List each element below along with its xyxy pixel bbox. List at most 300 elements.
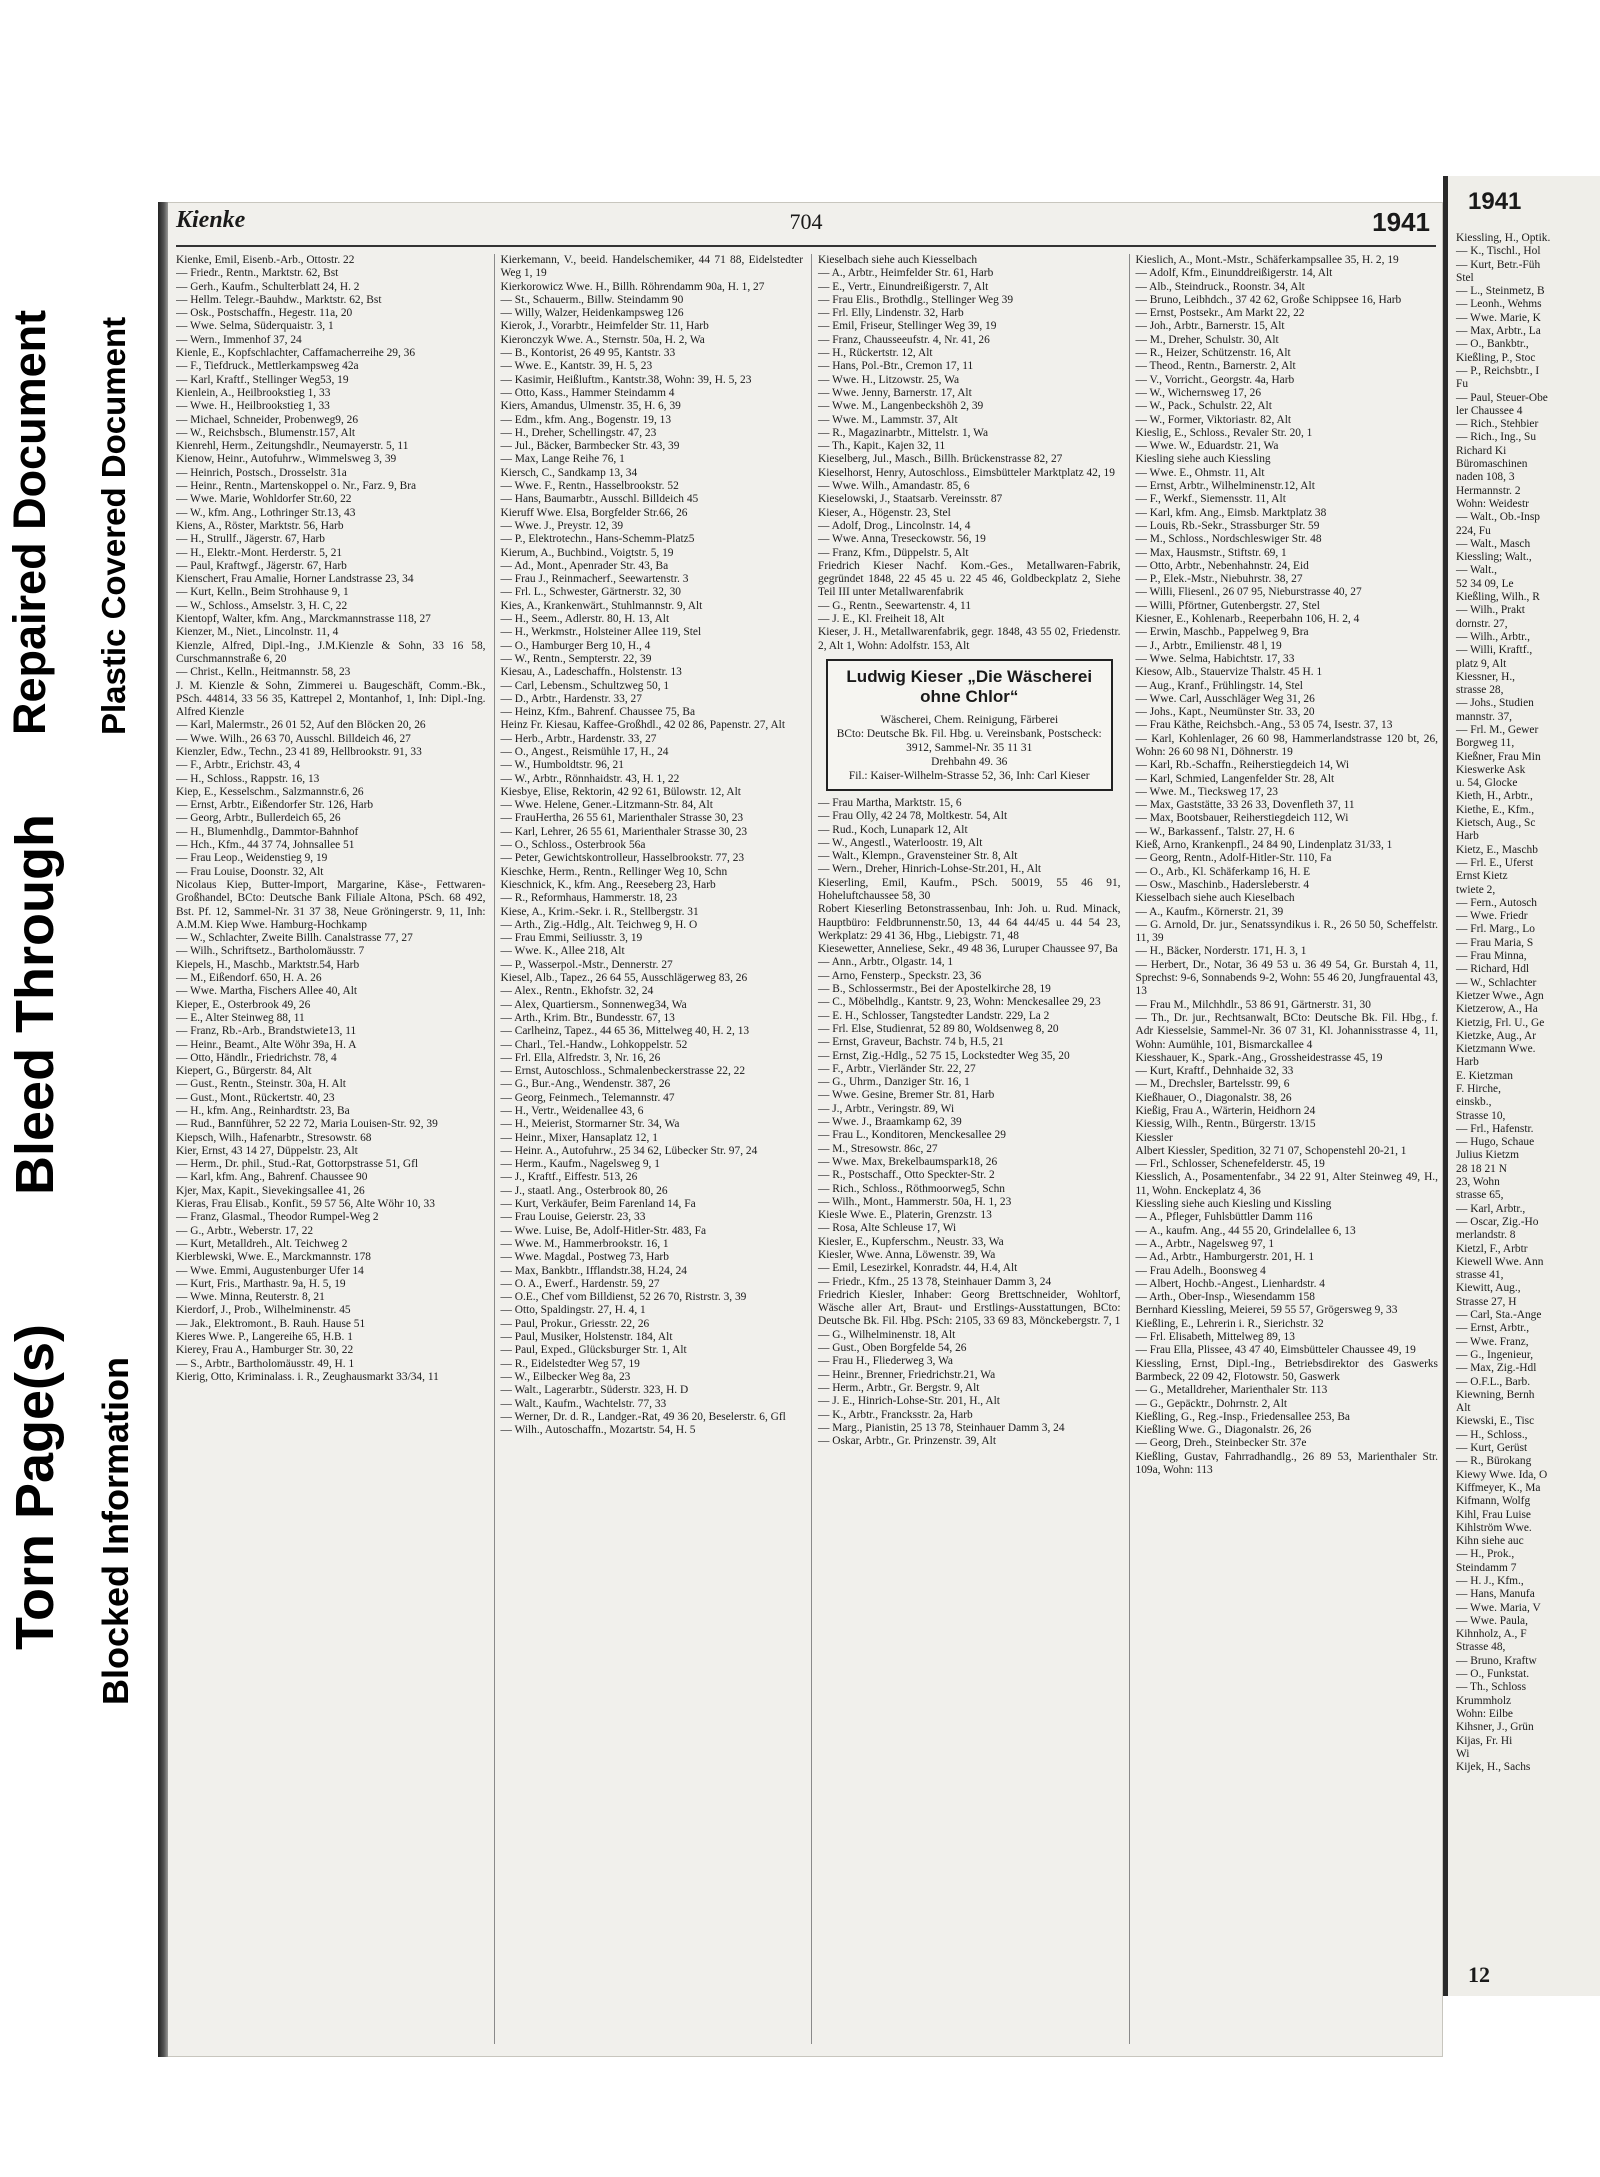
- adjacent-page-line: — O., Funkstat.: [1456, 1668, 1530, 1681]
- directory-entry: Kieschke, Herm., Rentn., Rellinger Weg 10, Schn: [500, 865, 728, 878]
- adjacent-page-line: — Frl., Hafenstr.: [1456, 1122, 1534, 1135]
- directory-entry: — Gust., Rentn., Steinstr. 30a, H. Alt: [176, 1078, 346, 1091]
- adjacent-page-line: Kijas, Fr. Hi: [1456, 1734, 1513, 1747]
- adjacent-page-line: — Hans, Manufa: [1456, 1588, 1535, 1601]
- adjacent-page-line: — O.F.L., Barb.: [1456, 1375, 1531, 1388]
- header-keyword: Kienke: [176, 207, 246, 233]
- adjacent-page-line: Büromaschinen: [1456, 458, 1528, 471]
- directory-entry: — G., Rentn., Seewartenstr. 4, 11: [818, 599, 972, 612]
- directory-entry: — W., Wichernsweg 17, 26: [1135, 386, 1262, 399]
- directory-entry: — Frau Adelh., Boonsweg 4: [1135, 1264, 1266, 1277]
- directory-entry: — Wwe. E., Kantstr. 39, H. 5, 23: [500, 360, 653, 373]
- adjacent-page-line: — Walt., Masch: [1456, 537, 1531, 550]
- directory-entry: — Herm., Arbtr., Gr. Bergstr. 9, Alt: [818, 1381, 980, 1394]
- directory-entry: — Paul, Musiker, Holstenstr. 184, Alt: [500, 1331, 673, 1344]
- directory-entry: Kierig, Otto, Kriminalass. i. R., Zeughausmarkt 33/34, 11: [176, 1370, 439, 1383]
- adjacent-page-line: 23, Wohn: [1456, 1176, 1500, 1189]
- adjacent-page-line: — Johs., Studien: [1456, 697, 1534, 710]
- adjacent-page-line: Fu: [1456, 378, 1469, 391]
- directory-entry: Kienzler, Edw., Techn., 23 41 89, Hellbrookstr. 91, 33: [176, 745, 422, 758]
- directory-entry: Kienow, Heinr., Autofuhrw., Wimmelsweg 3, 39: [176, 453, 397, 466]
- directory-entry: — Max, Lange Reihe 76, 1: [500, 453, 625, 466]
- directory-entry: — F., Arbtr., Vierländer Str. 22, 27: [818, 1062, 976, 1075]
- adjacent-page-line: Kijek, H., Sachs: [1456, 1761, 1531, 1774]
- directory-entry: Kiersch, C., Sandkamp 13, 34: [500, 466, 638, 479]
- adjacent-page-line: Wohn: Eilbe: [1456, 1707, 1513, 1720]
- directory-entry: — Ad., Mont., Apenrader Str. 43, Ba: [500, 559, 669, 572]
- directory-entry: — Friedr., Rentn., Marktstr. 62, Bst: [176, 267, 339, 280]
- adjacent-page-line: Kietzig, Frl. U., Ge: [1456, 1016, 1545, 1029]
- directory-entry: Kieselowski, J., Staatsarb. Vereinsstr. 87: [818, 493, 1003, 506]
- directory-entry: — Christ., Kelln., Heitmannstr. 58, 23: [176, 666, 351, 679]
- adjacent-page-line: — Karl, Arbtr.,: [1456, 1202, 1526, 1215]
- directory-entry: — O., Schloss., Osterbrook 56a: [500, 839, 646, 852]
- directory-entry: — W., kfm. Ang., Lothringer Str.13, 43: [176, 506, 356, 519]
- directory-entry: Kiesler, Wwe. Anna, Löwenstr. 39, Wa: [818, 1249, 996, 1261]
- directory-entry: — Bruno, Leibhdch., 37 42 62, Große Schippsee 16, Harb: [1135, 293, 1402, 306]
- directory-entry: — Georg, Arbtr., Bullerdeich 65, 26: [176, 812, 341, 825]
- adjacent-page-line: — Paul, Steuer-Obe: [1456, 391, 1548, 404]
- directory-entry: Kiens, A., Röster, Marktstr. 56, Harb: [176, 519, 344, 532]
- directory-entry: — H., Bäcker, Norderstr. 171, H. 3, 1: [1135, 945, 1307, 958]
- directory-entry: Kiesow, Alb., Stauervize Thalstr. 45 H. 1: [1135, 666, 1323, 679]
- adjacent-page-line: Ernst Kietz: [1456, 870, 1508, 883]
- directory-column-4: [1129, 254, 1439, 2044]
- directory-entry: — Otto, Händlr., Friedrichstr. 78, 4: [176, 1051, 337, 1064]
- directory-entry: — Frau Käthe, Reichsbch.-Ang., 53 05 74, Isestr. 37, 13: [1135, 719, 1393, 732]
- directory-entry: — W., Schlachter, Zweite Billh. Canalstrasse 77, 27: [176, 932, 413, 945]
- adjacent-page-line: — Fern., Autosch: [1456, 896, 1537, 909]
- directory-entry: — Paul, Exped., Glücksburger Str. 1, Alt: [500, 1344, 687, 1357]
- directory-entry: — Kasimir, Heißluftm., Kantstr.38, Wohn: 39, H. 5, 23: [500, 373, 752, 386]
- directory-entry: — W., Former, Viktoriastr. 82, Alt: [1135, 413, 1292, 426]
- directory-entry: — Frl. L., Schwester, Gärtnerstr. 32, 30: [500, 586, 681, 599]
- adjacent-page-line: — Kurt, Gerüst: [1456, 1442, 1528, 1455]
- directory-entry: — Karl, Lehrer, 26 55 61, Marienthaler Strasse 30, 23: [500, 825, 748, 838]
- adjacent-page-line: — Max, Arbtr., La: [1456, 325, 1541, 338]
- directory-entry: — Frau Ella, Plissee, 43 47 40, Eimsbütteler Chaussee 49, 19: [1135, 1344, 1416, 1357]
- directory-column-2: [494, 254, 804, 2044]
- directory-entry: Kieser, J. H., Metallwarenfabrik, gegr. 1848, 43 55 02, Friedenstr. 2, Alt 1, Wohn: Adolfstr. 153, Alt: [818, 626, 1121, 652]
- directory-entry: — Wwe. Carl, Ausschläger Weg 31, 26: [1135, 692, 1315, 705]
- directory-entry: — Jak., Elektromont., B. Rauh. Hause 51: [176, 1317, 366, 1330]
- directory-entry: — Otto, Arbtr., Nebenhahnstr. 24, Eid: [1135, 559, 1309, 572]
- adjacent-page-line: Strasse 10,: [1456, 1109, 1506, 1122]
- directory-entry: — O.E., Chef vom Billdienst, 52 26 70, Ristrstr. 3, 39: [500, 1291, 747, 1304]
- directory-entry: — R., Reformhaus, Hammerstr. 18, 23: [500, 892, 678, 905]
- directory-entry: Kießling Wwe. G., Diagonalstr. 26, 26: [1135, 1424, 1312, 1437]
- adjacent-page-line: — Leonh., Wehms: [1456, 298, 1542, 311]
- directory-entry: — Werner, Dr. d. R., Landger.-Rat, 49 36 20, Beselerstr. 6, Gfl: [500, 1410, 786, 1423]
- adjacent-page-line: merlandstr. 8: [1456, 1229, 1516, 1242]
- directory-entry: — Gust., Mont., Rückertstr. 40, 23: [176, 1091, 335, 1104]
- directory-entry: — Aug., Kranf., Frühlingstr. 14, Stel: [1135, 679, 1303, 692]
- directory-entry: — Frau Emmi, Seiliusstr. 3, 19: [500, 932, 643, 945]
- directory-entry: Kießig, Frau A., Wärterin, Heidhorn 24: [1135, 1105, 1316, 1117]
- directory-entry: — Frl. Else, Studienrat, 52 89 80, Woldsenweg 8, 20: [818, 1022, 1059, 1035]
- directory-entry: — Th., Dr. jur., Rechtsanwalt, BCto: Deutsche Bk. Fil. Hbg., f. Adr Kiesselsie, Sammel-Nr. 36 07 31, Kl. Johannisstrasse 4, 11, Wohn: Aumühle, 101, Bismarckallee 4: [1135, 1011, 1438, 1051]
- directory-entry: — Heinz, Kfm., Bahrenf. Chaussee 75, Ba: [500, 706, 696, 719]
- adjacent-page-line: Wi: [1456, 1747, 1470, 1760]
- directory-entry: — Max, Bootsbauer, Reiherstiegdeich 112, Wi: [1135, 812, 1349, 825]
- adjacent-page-line: Kießling, P., Stoc: [1456, 351, 1536, 364]
- directory-entry: Kieruff Wwe. Elsa, Borgfelder Str.66, 26: [500, 506, 688, 519]
- adjacent-page-line: twiete 2,: [1456, 883, 1496, 896]
- adjacent-page-line: Steindamm 7: [1456, 1561, 1517, 1574]
- adjacent-page-line: — Walt., Ob.-Insp: [1456, 511, 1540, 524]
- directory-entry: — Wwe. M., Lammstr. 37, Alt: [818, 413, 958, 426]
- directory-entry: — B., Kontorist, 26 49 95, Kantstr. 33: [500, 347, 676, 360]
- adjacent-page-edge: [1443, 176, 1600, 1996]
- adjacent-page-line: — G., Ingenieur,: [1456, 1348, 1534, 1361]
- directory-entry: — Frau Elis., Brothdlg., Stellinger Weg 39: [818, 293, 1014, 306]
- directory-entry: — P., Wasserpol.-Mstr., Dennerstr. 27: [500, 958, 673, 971]
- directory-entry: — Karl, Schmied, Langenfelder Str. 28, Alt: [1135, 772, 1335, 785]
- directory-entry: — Wwe. Marie, Wohldorfer Str.60, 22: [176, 493, 352, 506]
- directory-entry: Kiesshauer, K., Spark.-Ang., Grossheidestrasse 45, 19: [1135, 1051, 1383, 1064]
- directory-entry: — Franz, Chausseeufstr. 4, Nr. 41, 26: [818, 333, 990, 346]
- directory-entry: — Wern., Dreher, Hinrich-Lohse-Str.201, H., Alt: [818, 863, 1042, 876]
- directory-entry: — M., Stresowstr. 86c, 27: [818, 1142, 938, 1155]
- advertisement-box: [826, 659, 1113, 791]
- directory-entry: — Michael, Schneider, Probenweg9, 26: [176, 413, 359, 426]
- directory-entry: — Frl., Schlosser, Schenefelderstr. 45, 19: [1135, 1158, 1325, 1171]
- adjacent-page-line: — P., Reichsbtr., I: [1456, 364, 1540, 377]
- directory-entry: — G., Metalldreher, Marienthaler Str. 113: [1135, 1384, 1328, 1397]
- adjacent-page-line: strasse 41,: [1456, 1269, 1504, 1282]
- directory-entry: J. M. Kienzle & Sohn, Zimmerei u. Baugeschäft, Comm.-Bk., PSch. 44814, 33 56 35, Kattrepel 2, Montanhof, 1, Inh: Dipl.-Ing. Alfred Kienzle: [176, 679, 486, 719]
- directory-entry: — Wwe. Minna, Reuterstr. 8, 21: [176, 1291, 325, 1304]
- directory-entry: — R., Postschaff., Otto Speckter-Str. 2: [818, 1169, 995, 1182]
- directory-entry: — P., Elektrotechn., Hans-Schemm-Platz5: [500, 533, 695, 546]
- directory-entry: Kieß, Arno, Krankenpfl., 24 84 90, Lindenplatz 31/33, 1: [1135, 839, 1393, 852]
- directory-entry: — Ernst, Postsekr., Am Markt 22, 22: [1135, 307, 1305, 320]
- directory-entry: — F., Tiefdruck., Mettlerkampsweg 42a: [176, 360, 359, 373]
- bleed-through-label: Bleed Through: [5, 814, 65, 1195]
- directory-entry: Albert Kiessler, Spedition, 32 71 07, Schopenstehl 20-21, 1: [1135, 1144, 1407, 1157]
- directory-entry: — Wilh., Schriftsetz., Bartholomäusstr. 7: [176, 945, 365, 958]
- directory-entry: Kienschert, Frau Amalie, Horner Landstrasse 23, 34: [176, 573, 414, 586]
- directory-entry: — Carl, Lebensm., Schultzweg 50, 1: [500, 679, 670, 692]
- directory-entry: Kiers, Amandus, Ulmenstr. 35, H. 6, 39: [500, 400, 681, 413]
- adjacent-page-line: — Wwe. Franz,: [1456, 1335, 1529, 1348]
- directory-entry: Kieras, Frau Elisab., Konfit., 59 57 56, Alte Wöhr 10, 33: [176, 1198, 435, 1211]
- directory-entry: — V., Vorricht., Georgstr. 4a, Harb: [1135, 373, 1295, 386]
- directory-entry: Kiessling, Ernst, Dipl.-Ing., Betriebsdirektor des Gaswerks Barmbeck, 22 09 42, Flotowstr. 50, Gaswerk: [1135, 1357, 1438, 1383]
- directory-entry: — Wwe. Magdal., Postweg 73, Harb: [500, 1251, 669, 1264]
- directory-entry: — Edm., kfm. Ang., Bogenstr. 19, 13: [500, 413, 672, 426]
- adjacent-page-line: — Hugo, Schaue: [1456, 1136, 1535, 1149]
- adjacent-page-line: Kieth, H., Arbtr.,: [1456, 790, 1533, 803]
- adjacent-page-line: Kietzmann Wwe.: [1456, 1043, 1536, 1056]
- directory-entry: — Rud., Koch, Lunapark 12, Alt: [818, 823, 968, 836]
- directory-entry: — W., Humboldtstr. 96, 21: [500, 759, 624, 772]
- directory-entry: — Georg, Rentn., Adolf-Hitler-Str. 110, Fa: [1135, 852, 1332, 865]
- directory-entry: Kießling, Gustav, Fahrradhandlg., 26 89 53, Marienthaler Str. 109a, Wohn: 113: [1135, 1450, 1438, 1477]
- directory-entry: Kjer, Max, Kapit., Sievekingsallee 41, 26: [176, 1184, 365, 1197]
- directory-entry: Kieselbach siehe auch Kiesselbach: [818, 254, 978, 266]
- adjacent-page-line: — Wwe. Paula,: [1456, 1614, 1528, 1627]
- directory-entry: — Max, Gaststätte, 33 26 33, Dovenfleth 37, 11: [1135, 799, 1355, 812]
- adjacent-page-line: Kihlström Wwe.: [1456, 1521, 1532, 1534]
- adjacent-page-line: — Wwe. Maria, V: [1456, 1601, 1541, 1614]
- adjacent-page-line: 28 18 21 N: [1456, 1162, 1507, 1175]
- directory-entry: — Wwe. Gesine, Bremer Str. 81, Harb: [818, 1089, 995, 1102]
- adjacent-page-line: strasse 65,: [1456, 1189, 1504, 1202]
- directory-entry: — W., Pack., Schulstr. 22, Alt: [1135, 400, 1272, 413]
- adjacent-page-line: — Kurt, Betr.-Füh: [1456, 258, 1541, 271]
- adjacent-page-line: — O., Bankbtr.,: [1456, 338, 1529, 351]
- directory-entry: — E., Vertr., Einundreißigerstr. 7, Alt: [818, 280, 989, 293]
- directory-entry: — E. H., Schlosser, Tangstedter Landstr. 229, La 2: [818, 1009, 1050, 1022]
- adjacent-page-line: Krummholz: [1456, 1694, 1512, 1707]
- directory-entry: — Kurt, Fris., Marthastr. 9a, H. 5, 19: [176, 1277, 346, 1290]
- adjacent-page-line: Kihsner, J., Grün: [1456, 1721, 1534, 1734]
- adjacent-page-line: — Bruno, Kraftw: [1456, 1654, 1537, 1667]
- directory-entry: — S., Arbtr., Bartholomäusstr. 49, H. 1: [176, 1357, 355, 1370]
- adjacent-page-line: Julius Kietzm: [1456, 1149, 1519, 1162]
- directory-entry: Bernhard Kiessling, Meierei, 59 55 57, Grögersweg 9, 33: [1135, 1304, 1398, 1317]
- adjacent-page-line: — Max, Zig.-Hdl: [1456, 1362, 1537, 1375]
- directory-entry: — Frau M., Milchhdlr., 53 86 91, Gärtnerstr. 31, 30: [1135, 998, 1371, 1011]
- adjacent-page-line: Kießling, Wilh., R: [1456, 591, 1540, 604]
- directory-entry: — A., Pfleger, Fuhlsbüttler Damm 116: [1135, 1211, 1313, 1224]
- directory-entry: — Wilh., Mont., Hammerstr. 50a, H. 1, 23: [818, 1195, 1012, 1208]
- adjacent-page-footer: 12: [1468, 1962, 1490, 1987]
- directory-entry: — Osw., Maschinb., Hadersleberstr. 4: [1135, 878, 1310, 891]
- directory-entry: — Arth., Ober-Insp., Wiesendamm 158: [1135, 1291, 1315, 1304]
- directory-entry: Kiessig, Wilh., Rentn., Bürgerstr. 13/15: [1135, 1118, 1316, 1131]
- adjacent-page-line: Kietzke, Aug., Ar: [1456, 1029, 1537, 1042]
- directory-entry: — A., Kaufm., Körnerstr. 21, 39: [1135, 905, 1284, 918]
- directory-entry: — R., Magazinarbtr., Mittelstr. 1, Wa: [818, 426, 989, 439]
- directory-entry: — Karl, kfm. Ang., Eimsb. Marktplatz 38: [1135, 506, 1327, 519]
- directory-column-3: [811, 254, 1121, 2044]
- directory-entry: Kiesle Wwe. E., Platerin, Grenzstr. 13: [818, 1209, 992, 1222]
- directory-entry: — Heinrich, Postsch., Drosselstr. 31a: [176, 466, 347, 479]
- directory-entry: — W., Barkassenf., Talstr. 27, H. 6: [1135, 825, 1295, 838]
- adjacent-page-line: Harb: [1456, 1056, 1479, 1069]
- directory-entry: — Adolf, Drog., Lincolnstr. 14, 4: [818, 519, 971, 532]
- adjacent-page-line: — Th., Schloss: [1456, 1681, 1527, 1694]
- directory-entry: — Wwe. Anna, Treseckowstr. 56, 19: [818, 533, 986, 546]
- adjacent-page-line: Kiewski, E., Tisc: [1456, 1415, 1535, 1428]
- directory-entry: Kienzle, Alfred, Dipl.-Ing., J.M.Kienzle & Sohn, 33 16 58, Curschmannstraße 6, 20: [176, 639, 486, 665]
- directory-entry: Kiepsch, Wilh., Hafenarbtr., Stresowstr. 68: [176, 1131, 372, 1144]
- directory-entry: — Arth., Zig.-Hdlg., Alt. Teichweg 9, H. O: [500, 918, 698, 931]
- directory-entry: — Wwe. Luise, Be, Adolf-Hitler-Str. 483, Fa: [500, 1224, 707, 1237]
- directory-entry: — Herbert, Dr., Notar, 36 49 53 u. 36 49 54, Gr. Burstah 4, 11, Sprechst: 9-6, Sonnabends 9-2, Wohn: 55 46 20, Jungfrauental 43, 13: [1135, 958, 1438, 998]
- adjacent-page-line: F. Hirche,: [1456, 1083, 1501, 1095]
- directory-entry: — O. A., Ewerf., Hardenstr. 59, 27: [500, 1277, 660, 1290]
- directory-entry: — Karl, Kraftf., Stellinger Weg53, 19: [176, 373, 349, 386]
- directory-entry: — H., Elektr.-Mont. Herderstr. 5, 21: [176, 546, 343, 559]
- directory-entry: — FrauHertha, 26 55 61, Marienthaler Strasse 30, 23: [500, 812, 744, 825]
- directory-entry: — Max, Hausmstr., Stiftstr. 69, 1: [1135, 546, 1287, 559]
- directory-entry: — Wwe. Max, Brekelbaumspark18, 26: [818, 1155, 998, 1168]
- directory-entry: — Paul, Prokur., Griesstr. 22, 26: [500, 1317, 650, 1330]
- directory-entry: — Hans, Pol.-Btr., Cremon 17, 11: [818, 360, 974, 373]
- directory-entry: — C., Möbelhdlg., Kantstr. 9, 23, Wohn: Menckesallee 29, 23: [818, 996, 1101, 1009]
- directory-entry: — O., Angest., Reismühle 17, H., 24: [500, 745, 669, 758]
- directory-entry: — Wwe. J., Preystr. 12, 39: [500, 519, 624, 532]
- directory-entry: — R., Heizer, Schützenstr. 16, Alt: [1135, 347, 1291, 360]
- directory-entry: — J. E., Kl. Freiheit 18, Alt: [818, 613, 945, 626]
- directory-entry: — F., Werkf., Siemensstr. 11, Alt: [1135, 493, 1286, 506]
- adjacent-page-line: — Frl. E., Uferst: [1456, 856, 1534, 869]
- directory-entry: Kieselhorst, Henry, Autoschloss., Eimsbütteler Marktplatz 42, 19: [818, 466, 1115, 479]
- directory-entry: — Alex., Rentn., Ekhofstr. 32, 24: [500, 985, 654, 998]
- directory-entry: — Oskar, Arbtr., Gr. Prinzenstr. 39, Alt: [818, 1435, 996, 1448]
- adjacent-page-line: Kieswerke Ask: [1456, 763, 1526, 776]
- directory-entry: — H., Strullf., Jägerstr. 67, Harb: [176, 533, 326, 546]
- directory-entry: — G., Gepäcktr., Dohrnstr. 2, Alt: [1135, 1397, 1288, 1410]
- adjacent-page-line: Kiessling; Walt.,: [1456, 551, 1532, 564]
- directory-entry: Kieschnick, K., kfm. Ang., Reeseberg 23, Harb: [500, 878, 716, 891]
- directory-entry: — A., kaufm. Ang., 44 55 20, Grindelallee 6, 13: [1135, 1224, 1356, 1237]
- adjacent-page-year: 1941: [1468, 188, 1522, 215]
- directory-entry: — Kurt, Kraftf., Dehnhaide 32, 33: [1135, 1065, 1294, 1078]
- directory-entry: — O., Arb., Kl. Schäferkamp 16, H. E: [1135, 865, 1311, 878]
- directory-entry: — Heinr., Rentn., Martenskoppel o. Nr., Farz. 9, Bra: [176, 480, 417, 493]
- plastic-covered-label: Plastic Covered Document: [95, 316, 132, 735]
- directory-entry: — D., Arbtr., Hardenstr. 33, 27: [500, 692, 642, 705]
- directory-entry: Kiessling siehe auch Kiesling und Kissling: [1135, 1198, 1332, 1211]
- directory-entry: — Alb., Steindruck., Roonstr. 34, Alt: [1135, 280, 1305, 293]
- directory-entry: — Heinr., Brenner, Friedrichstr.21, Wa: [818, 1368, 996, 1381]
- adjacent-page-line: u. 54, Glocke: [1456, 777, 1518, 790]
- directory-entry: — M., Drechsler, Bartelsstr. 99, 6: [1135, 1078, 1290, 1091]
- directory-entry: — Frau H., Fliederweg 3, Wa: [818, 1355, 953, 1368]
- directory-entry: Kieslich, A., Mont.-Mstr., Schäferkampsallee 35, H. 2, 19: [1135, 254, 1399, 266]
- directory-entry: — H., Schloss., Rappstr. 16, 13: [176, 772, 320, 785]
- directory-entry: Kientopf, Walter, kfm. Ang., Marckmannstrasse 118, 27: [176, 613, 431, 626]
- scan-defect-labels: [0, 0, 160, 2177]
- directory-entry: — Wwe. Selma, Habichtstr. 17, 33: [1135, 652, 1295, 665]
- directory-entry: Kieser, A., Högenstr. 23, Stel: [818, 506, 951, 519]
- directory-entry: — Georg, Feinmech., Telemannstr. 47: [500, 1091, 675, 1104]
- adjacent-page-line: Kiewitt, Aug.,: [1456, 1282, 1521, 1295]
- directory-entry: — Frl. Elisabeth, Mittelweg 89, 13: [1135, 1331, 1295, 1344]
- adjacent-page-line: — Oscar, Zig.-Ho: [1456, 1215, 1539, 1228]
- directory-entry: — Karl, Rb.-Schaffn., Reiherstiegdeich 14, Wi: [1135, 759, 1350, 772]
- adjacent-page-line: — Wwe. Marie, K: [1456, 311, 1541, 324]
- directory-entry: — Franz, Glasmal., Theodor Rumpel-Weg 2: [176, 1211, 379, 1224]
- directory-entry: — Rud., Bannführer, 52 22 72, Maria Louisen-Str. 92, 39: [176, 1118, 438, 1131]
- adjacent-page-line: naden 108, 3: [1456, 471, 1515, 484]
- adjacent-page-line: E. Kietzman: [1456, 1069, 1513, 1082]
- adjacent-page-line: — Rich., Stehbier: [1456, 418, 1539, 431]
- directory-entry: Kiesner, E., Kohlenarb., Reeperbahn 106, H. 2, 4: [1135, 613, 1360, 626]
- directory-entry: — G., Wilhelminenstr. 18, Alt: [818, 1328, 956, 1341]
- directory-entry: Kiepels, H., Maschb., Marktstr.54, Harb: [176, 958, 360, 971]
- adjacent-page-line: Kietsch, Aug., Sc: [1456, 817, 1536, 830]
- adjacent-page-line: Kiessling, H., Optik.: [1456, 232, 1551, 244]
- directory-entry: — G. Arnold, Dr. jur., Senatssyndikus i. R., 26 50 50, Scheffelstr. 11, 39: [1135, 918, 1438, 945]
- adjacent-page-line: — Rich., Ing., Su: [1456, 431, 1537, 444]
- directory-entry: — Wwe. M., Langenbeckshöh 2, 39: [818, 400, 984, 413]
- directory-entry: Heinz Fr. Kiesau, Kaffee-Großhdl., 42 02 86, Papenstr. 27, Alt: [500, 719, 786, 732]
- directory-entry: — Willi, Pförtner, Gutenbergstr. 27, Stel: [1135, 599, 1320, 612]
- directory-entry: — Willy, Walzer, Heidenkampsweg 126: [500, 307, 684, 320]
- adjacent-page-line: Borgweg 11,: [1456, 737, 1515, 750]
- adjacent-page-line: — Walt.,: [1456, 564, 1497, 577]
- directory-entry: Kies, A., Krankenwärt., Stuhlmannstr. 9, Alt: [500, 599, 703, 612]
- directory-entry: — W., Eilbecker Weg 8a, 23: [500, 1370, 631, 1383]
- directory-entry: — Herb., Arbtr., Hardenstr. 33, 27: [500, 732, 657, 745]
- directory-entry: — Heinr. A., Autofuhrw., 25 34 62, Lübecker Str. 97, 24: [500, 1144, 758, 1157]
- directory-entry: — O., Hamburger Berg 10, H., 4: [500, 639, 651, 652]
- directory-entry: — Walt., Lagerarbtr., Süderstr. 323, H. D: [500, 1384, 689, 1397]
- directory-entry: Kierdorf, J., Prob., Wilhelminenstr. 45: [176, 1304, 351, 1317]
- adjacent-page-line: Richard Ki: [1456, 444, 1507, 457]
- directory-entry: — H., kfm. Ang., Reinhardtstr. 23, Ba: [176, 1105, 350, 1117]
- directory-entry: — Wwe. M., Hammerbrookstr. 16, 1: [500, 1237, 669, 1250]
- directory-entry: — Willi, Fliesenl., 26 07 95, Nieburstrasse 40, 27: [1135, 586, 1362, 599]
- directory-entry: — H., Meierist, Stormarner Str. 34, Wa: [500, 1118, 680, 1131]
- directory-entry: Kießling, G., Reg.-Insp., Friedensallee 253, Ba: [1135, 1410, 1350, 1423]
- directory-entry: — Frau J., Reinmacherf., Seewartenstr. 3: [500, 573, 689, 586]
- directory-entry: — Osk., Postschaffn., Hegestr. 11a, 20: [176, 307, 353, 320]
- directory-entry: — Hellm. Telegr.-Bauhdw., Marktstr. 62, Bst: [176, 293, 382, 306]
- directory-entry: — Friedr., Kfm., 25 13 78, Steinhauer Damm 3, 24: [818, 1275, 1052, 1288]
- directory-entry: — Gerh., Kaufm., Schulterblatt 24, H. 2: [176, 280, 360, 293]
- directory-entry: — Herm., Dr. phil., Stud.-Rat, Gottorpstrasse 51, Gfl: [176, 1158, 419, 1171]
- directory-entry: — J., Arbtr., Emilienstr. 48 l, 19: [1135, 639, 1282, 652]
- directory-entry: — W., Rentn., Sempterstr. 22, 39: [500, 652, 652, 665]
- adjacent-page-line: Strasse 27, H: [1456, 1295, 1517, 1308]
- directory-entry: — A., Arbtr., Heimfelder Str. 61, Harb: [818, 267, 994, 280]
- directory-entry: — J., staatl. Ang., Osterbrook 80, 26: [500, 1184, 668, 1197]
- directory-entry: Kierkorowicz Wwe. H., Billh. Röhrendamm 90a, H. 1, 27: [500, 280, 765, 293]
- adjacent-page-line: — H., Schloss.,: [1456, 1428, 1528, 1441]
- directory-entry: — K., Arbtr., Francksstr. 2a, Harb: [818, 1408, 973, 1421]
- directory-entry: Kieres Wwe. P., Langereihe 65, H.B. 1: [176, 1331, 353, 1344]
- directory-entry: Robert Kieserling Betonstrassenbau, Inh: Joh. u. Rud. Minack, Hauptbüro: Feldbrunnenstr.50, 13, 44 64 44/45 u. 44 54 23, Werkplatz: 29 41 36, Hbg., Liebigstr. 71, 48: [818, 903, 1121, 942]
- directory-entry: — Wwe. Selma, Süderquaistr. 3, 1: [176, 320, 334, 333]
- directory-entry: — E., Alter Steinweg 88, 11: [176, 1011, 305, 1024]
- directory-entry: — Adolf, Kfm., Einunddreißigerstr. 14, Alt: [1135, 267, 1333, 280]
- directory-entry: Kieselberg, Jul., Masch., Billh. Brückenstrasse 82, 27: [818, 453, 1063, 466]
- directory-entry: — Frl. Ella, Alfredstr. 3, Nr. 16, 26: [500, 1051, 661, 1064]
- directory-entry: — Hans, Baumarbtr., Ausschl. Billdeich 45: [500, 493, 699, 506]
- adjacent-page-line: — Frl. M., Gewer: [1456, 723, 1539, 736]
- directory-entry: — Karl, Malermstr., 26 01 52, Auf den Blöcken 20, 26: [176, 719, 426, 732]
- adjacent-page-line: Kiewell Wwe. Ann: [1456, 1255, 1544, 1268]
- directory-entry: — Emil, Friseur, Stellinger Weg 39, 19: [818, 320, 997, 333]
- directory-entry: — Wwe. K., Allee 218, Alt: [500, 945, 625, 958]
- adjacent-page-line: Alt: [1456, 1402, 1471, 1415]
- directory-entry: — Charl., Tel.-Handw., Lohkoppelstr. 52: [500, 1038, 688, 1051]
- directory-entry: — Otto, Kass., Hammer Steindamm 4: [500, 386, 675, 399]
- directory-entry: Kienke, Emil, Eisenb.-Arb., Ottostr. 22: [176, 254, 355, 266]
- directory-entry: — M., Dreher, Schulstr. 30, Alt: [1135, 333, 1279, 346]
- adjacent-page-line: — R., Bürokang: [1456, 1455, 1532, 1468]
- directory-entry: Kiep, E., Kesselschm., Salzmannstr.6, 26: [176, 785, 364, 798]
- directory-entry: Kieper, E., Osterbrook 49, 26: [176, 998, 311, 1011]
- directory-entry: — J. E., Hinrich-Lohse-Str. 201, H., Alt: [818, 1395, 1000, 1408]
- directory-entry: Kiesewetter, Anneliese, Sekr., 49 48 36, Luruper Chaussee 97, Ba: [818, 943, 1118, 956]
- directory-entry: — Wwe. Wilh., Amandastr. 85, 6: [818, 480, 970, 493]
- blocked-information-label: Blocked Information: [95, 1356, 136, 1705]
- directory-entry: — A., Arbtr., Nagelsweg 97, 1: [1135, 1237, 1275, 1250]
- ad-line: Drehbahn 49. 36: [931, 755, 1008, 768]
- directory-entry: — G., Bur.-Ang., Wendenstr. 387, 26: [500, 1078, 671, 1091]
- directory-entry: Kießling, E., Lehrerin i. R., Sierichstr. 32: [1135, 1317, 1324, 1330]
- directory-entry: — H., Rückertstr. 12, Alt: [818, 347, 933, 360]
- directory-entry: — Max, Bankbtr., Ifflandstr.38, H.24, 24: [500, 1264, 687, 1277]
- directory-entry: — Walt., Kaufm., Wachtelstr. 77, 33: [500, 1397, 667, 1410]
